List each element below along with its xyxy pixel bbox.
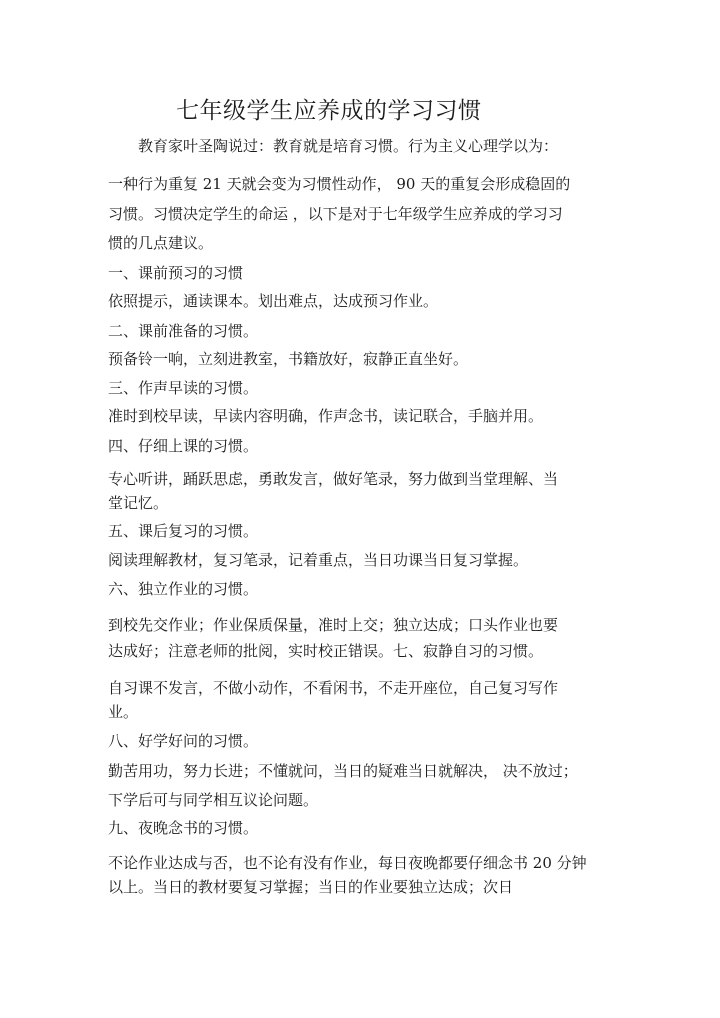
- section-line: 下学后可与同学相互议论问题。: [108, 791, 319, 809]
- section-line: 自习课不发言，不做小动作，不看闲书，不走开座位，自己复习写作: [108, 679, 559, 697]
- section-heading: 四、仔细上课的习惯。: [108, 437, 259, 455]
- section-line: 业。: [108, 703, 139, 721]
- paragraph-line: 一种行为重复 21 天就会变为习惯性动作， 90 天的重复会形成稳固的: [108, 175, 571, 193]
- section-heading: 二、课前准备的习惯。: [108, 322, 259, 340]
- paragraph-line: 惯的几点建议。: [108, 234, 214, 252]
- section-line: 专心听讲，踊跃思虑，勇敢发言，做好笔录，努力做到当堂理解、当: [108, 470, 559, 488]
- section-heading: 三、作声早读的习惯。: [108, 379, 259, 397]
- section-heading: 五、课后复习的习惯。: [108, 522, 259, 540]
- section-line: 达成好；注意老师的批阅，实时校正错误。七、寂静自习的习惯。: [108, 642, 544, 660]
- section-heading: 一、课前预习的习惯: [108, 264, 244, 282]
- document-title: 七年级学生应养成的学习习惯: [176, 98, 482, 124]
- section-line: 准时到校早读，早读内容明确，作声念书，读记联合，手脑并用。: [108, 407, 544, 425]
- section-line: 堂记忆。: [108, 494, 169, 512]
- section-line: 到校先交作业；作业保质保量，准时上交；独立达成；口头作业也要: [108, 616, 559, 634]
- section-heading: 八、好学好问的习惯。: [108, 732, 259, 750]
- section-line: 预备铃一响，立刻进教室，书籍放好，寂静正直坐好。: [108, 350, 469, 368]
- section-heading: 九、夜晚念书的习惯。: [108, 819, 259, 837]
- section-line: 阅读理解教材，复习笔录，记着重点，当日功课当日复习掌握。: [108, 551, 529, 569]
- section-line: 勤苦用功，努力长进；不懂就问，当日的疑难当日就解决， 决不放过；: [108, 762, 578, 780]
- section-heading: 六、独立作业的习惯。: [108, 580, 259, 598]
- section-line: 以上。当日的教材要复习掌握；当日的作业要独立达成；次日: [108, 878, 514, 896]
- intro-paragraph: 教育家叶圣陶说过：教育就是培育习惯。行为主义心理学以为：: [138, 137, 559, 155]
- section-line: 不论作业达成与否，也不论有没有作业，每日夜晚都要仔细念书 20 分钟: [108, 854, 587, 872]
- paragraph-line: 习惯。习惯决定学生的命运 ，以下是对于七年级学生应养成的学习习: [108, 205, 563, 223]
- section-line: 依照提示，通读课本。划出难点，达成预习作业。: [108, 292, 439, 310]
